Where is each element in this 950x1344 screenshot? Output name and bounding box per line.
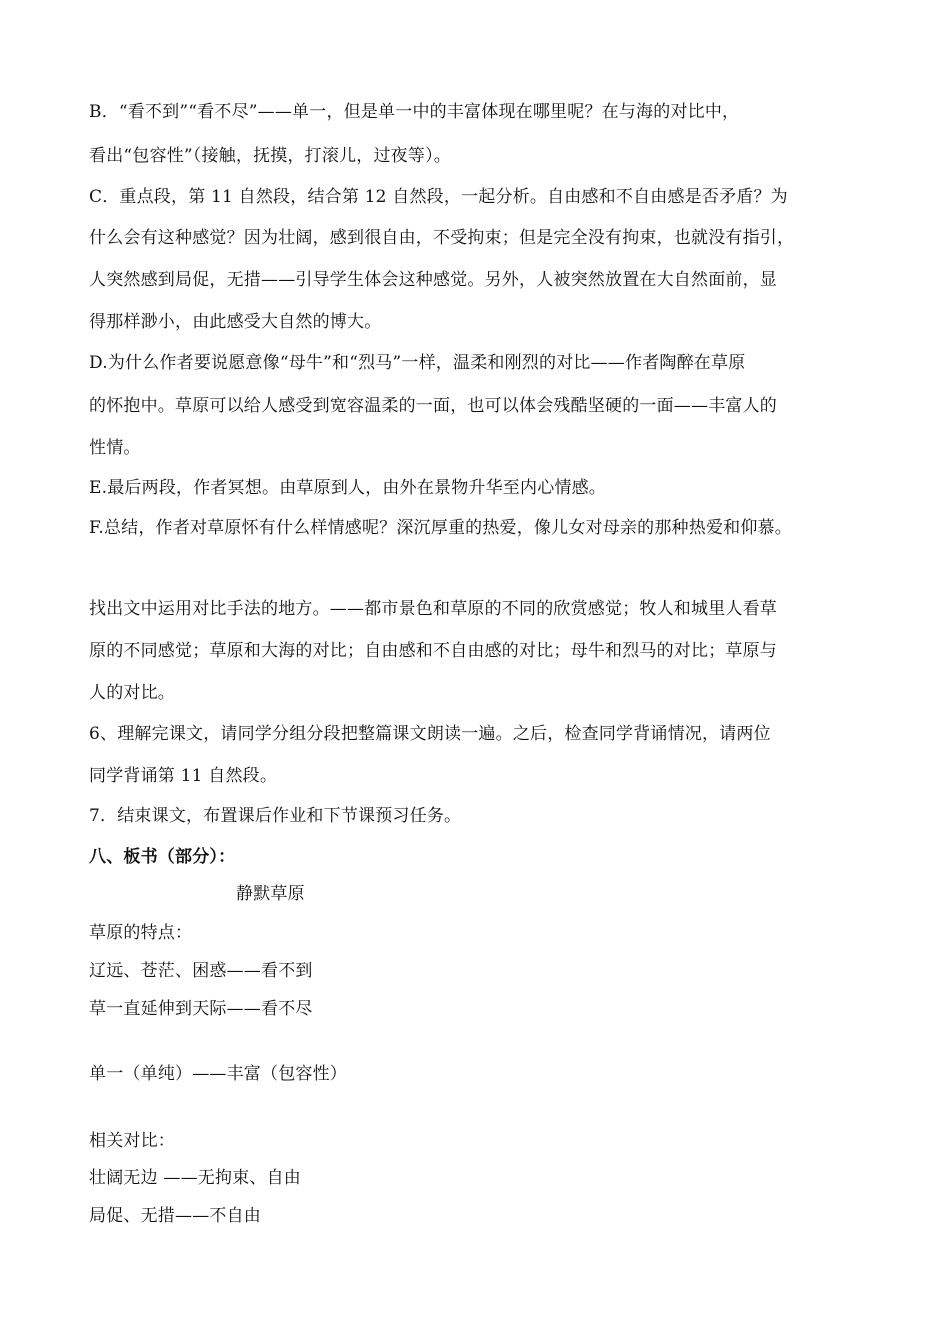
contrast-line-1: 找出文中运用对比手法的地方。——都市景色和草原的不同的欣赏感觉；牧人和城里人看草 [89,599,777,619]
paragraph-c-line-4: 得那样渺小，由此感受大自然的博大。 [89,312,382,332]
step-6-line-1: 6、理解完课文，请同学分组分段把整篇课文朗读一遍。之后，检查同学背诵情况，请两位 [89,724,771,744]
paragraph-c-line-2: 什么会有这种感觉？因为壮阔，感到很自由，不受拘束；但是完全没有拘束，也就没有指引， [89,228,795,248]
contrast-line-3: 人的对比。 [89,683,175,703]
features-label: 草原的特点： [89,923,193,943]
contrast-item-1: 壮阔无边 ——无拘束、自由 [89,1168,302,1188]
blackboard-title: 静默草原 [236,884,305,904]
paragraph-d-line-3: 性情。 [89,438,141,458]
paragraph-d-line-2: 的怀抱中。草原可以给人感受到宽容温柔的一面，也可以体会残酷坚硬的一面——丰富人的 [89,396,777,416]
step-7: 7．结束课文，布置课后作业和下节课预习任务。 [89,806,462,826]
paragraph-f: F.总结，作者对草原怀有什么样情感呢？深沉厚重的热爱，像儿女对母亲的那种热爱和仰慕。 [89,518,792,538]
contrast-label: 相关对比： [89,1131,175,1151]
paragraph-c-line-1: C．重点段，第 11 自然段，结合第 12 自然段，一起分析。自由感和不自由感是否矛盾？为 [89,187,788,207]
step-6-line-2: 同学背诵第 11 自然段。 [89,766,278,786]
paragraph-b-line-1: B．“看不到”“看不尽”——单一，但是单一中的丰富体现在哪里呢？在与海的对比中， [89,102,740,122]
summary-line: 单一（单纯）——丰富（包容性） [89,1064,347,1084]
paragraph-b-line-2: 看出“包容性”（接触，抚摸，打滚儿，过夜等）。 [89,146,451,166]
paragraph-e: E.最后两段，作者冥想。由草原到人，由外在景物升华至内心情感。 [89,478,607,498]
feature-1: 辽远、苍茫、困惑——看不到 [89,961,313,981]
paragraph-d-line-1: D.为什么作者要说愿意像“母牛”和“烈马”一样，温柔和刚烈的对比——作者陶醉在草原 [89,353,746,373]
feature-2: 草一直延伸到天际——看不尽 [89,999,313,1019]
paragraph-c-line-3: 人突然感到局促，无措——引导学生体会这种感觉。另外，人被突然放置在大自然面前，显 [89,270,777,290]
blackboard-heading: 八、板书（部分）： [89,847,236,867]
contrast-line-2: 原的不同感觉；草原和大海的对比；自由感和不自由感的对比；母牛和烈马的对比；草原与 [89,641,777,661]
contrast-item-2: 局促、无措——不自由 [89,1206,261,1226]
